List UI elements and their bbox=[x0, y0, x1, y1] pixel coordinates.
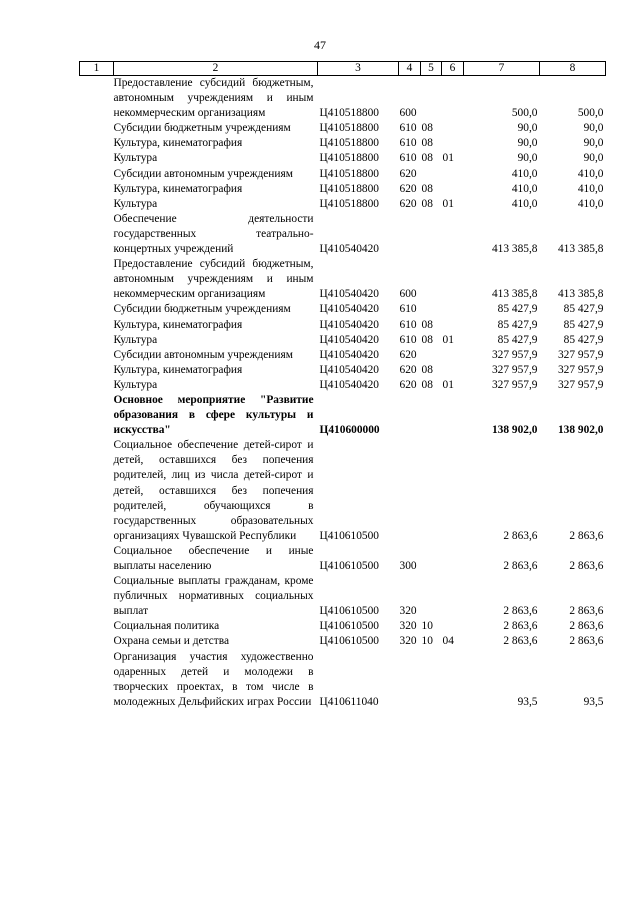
row-value-year1: 138 902,0 bbox=[491, 424, 538, 437]
row-expense-type: 300 bbox=[399, 560, 417, 572]
table-row bbox=[80, 619, 606, 634]
table-row bbox=[80, 302, 606, 317]
table-row bbox=[80, 378, 606, 393]
row-expense-type: 620 bbox=[399, 197, 417, 210]
table-row bbox=[80, 393, 606, 438]
row-target-code: Ц410518800 bbox=[319, 182, 379, 195]
row-subsection bbox=[442, 544, 464, 574]
row-spacer bbox=[80, 393, 114, 438]
row-section bbox=[421, 544, 442, 574]
row-value-year2: 90,0 bbox=[583, 122, 604, 135]
row-target-code: Ц410540420 bbox=[319, 288, 379, 301]
row-target-code: Ц410518800 bbox=[319, 137, 379, 150]
row-expense-type: 320 bbox=[399, 635, 417, 648]
row-target-code: Ц410518800 bbox=[319, 107, 379, 120]
row-expense-type: 600 bbox=[399, 288, 417, 301]
row-section bbox=[421, 393, 442, 438]
row-name: Культура, кинематография bbox=[113, 137, 243, 150]
row-value-year2: 500,0 bbox=[577, 107, 604, 120]
column-header: 4 bbox=[399, 62, 421, 76]
row-value-year1: 410,0 bbox=[511, 197, 538, 210]
row-section bbox=[421, 257, 442, 302]
row-value-year2: 2 863,6 bbox=[569, 560, 604, 572]
row-spacer bbox=[80, 650, 114, 710]
row-expense-type: 610 bbox=[399, 333, 417, 346]
row-subsection bbox=[442, 438, 464, 544]
column-header: 8 bbox=[540, 62, 606, 76]
row-target-code: Ц410540420 bbox=[319, 348, 379, 361]
row-subsection bbox=[442, 182, 464, 197]
row-name: Предоставление субсидий бюджетным, автономным учреждениям и иным некоммерческим организациям bbox=[113, 258, 314, 301]
row-spacer bbox=[80, 167, 114, 182]
row-subsection bbox=[442, 167, 464, 182]
row-expense-type: 620 bbox=[399, 363, 417, 376]
row-expense-type: 620 bbox=[399, 167, 417, 180]
column-header: 2 bbox=[114, 62, 318, 76]
column-header: 3 bbox=[318, 62, 399, 76]
row-target-code: Ц410518800 bbox=[319, 122, 379, 135]
row-expense-type: 320 bbox=[399, 620, 417, 633]
row-value-year1: 327 957,9 bbox=[491, 348, 538, 361]
row-spacer bbox=[80, 634, 114, 649]
row-subsection bbox=[442, 574, 464, 619]
row-subsection bbox=[442, 257, 464, 302]
row-subsection bbox=[442, 136, 464, 151]
row-expense-type: 610 bbox=[399, 122, 417, 135]
row-subsection bbox=[442, 76, 464, 122]
row-value-year2: 85 427,9 bbox=[563, 303, 604, 316]
row-section: 10 bbox=[421, 620, 433, 633]
row-target-code: Ц410540420 bbox=[319, 333, 379, 346]
row-subsection bbox=[442, 650, 464, 710]
row-spacer bbox=[80, 574, 114, 619]
row-spacer bbox=[80, 121, 114, 136]
row-value-year2: 85 427,9 bbox=[563, 318, 604, 331]
table-row bbox=[80, 257, 606, 302]
column-header: 5 bbox=[421, 62, 442, 76]
row-section: 08 bbox=[421, 182, 433, 195]
row-spacer bbox=[80, 544, 114, 574]
row-value-year2: 85 427,9 bbox=[563, 333, 604, 346]
row-name: Культура bbox=[113, 378, 158, 391]
row-section: 08 bbox=[421, 152, 433, 165]
row-value-year1: 85 427,9 bbox=[497, 303, 538, 316]
row-name: Предоставление субсидий бюджетным, автономным учреждениям и иным некоммерческим организациям bbox=[113, 77, 314, 120]
row-spacer bbox=[80, 182, 114, 197]
row-value-year2: 2 863,6 bbox=[569, 635, 604, 648]
table-row bbox=[80, 634, 606, 649]
row-spacer bbox=[80, 257, 114, 302]
table-row bbox=[80, 136, 606, 151]
row-name: Субсидии автономным учреждениям bbox=[113, 167, 293, 180]
row-spacer bbox=[80, 333, 114, 348]
row-value-year1: 2 863,6 bbox=[503, 635, 538, 648]
row-name: Культура bbox=[113, 197, 158, 210]
table-row bbox=[80, 121, 606, 136]
row-expense-type: 610 bbox=[399, 318, 417, 331]
row-name: Организация участия художественно одаренных детей и молодежи в творческих проектах, в том числе в молодежных Дельфийских играх России bbox=[113, 650, 314, 708]
table-row bbox=[80, 318, 606, 333]
row-value-year2: 138 902,0 bbox=[557, 424, 604, 437]
row-target-code: Ц410610500 bbox=[319, 620, 379, 633]
row-subsection bbox=[442, 348, 464, 363]
row-value-year1: 327 957,9 bbox=[491, 363, 538, 376]
row-target-code: Ц410540420 bbox=[319, 303, 379, 316]
row-section: 08 bbox=[421, 122, 433, 135]
row-section bbox=[421, 167, 442, 182]
row-target-code: Ц410540420 bbox=[319, 363, 379, 376]
row-spacer bbox=[80, 136, 114, 151]
row-name: Социальное обеспечение детей-сирот и детей, оставшихся без попечения родителей, лиц из числа детей-сирот и детей, оставшихся без попечения родителей, обучающихся в государственных образовательных организациях Чувашской Республики bbox=[113, 439, 314, 542]
row-name: Основное мероприятие "Развитие образования в сфере культуры и искусства" bbox=[113, 393, 314, 437]
row-target-code: Ц410540420 bbox=[319, 378, 379, 391]
row-expense-type: 610 bbox=[399, 137, 417, 150]
row-value-year1: 90,0 bbox=[517, 152, 538, 165]
row-subsection bbox=[442, 393, 464, 438]
row-subsection: 01 bbox=[442, 378, 454, 391]
row-spacer bbox=[80, 212, 114, 257]
row-name: Культура, кинематография bbox=[113, 182, 243, 195]
row-value-year1: 410,0 bbox=[511, 182, 538, 195]
row-target-code: Ц410610500 bbox=[319, 635, 379, 648]
row-section: 08 bbox=[421, 318, 433, 331]
row-value-year2: 327 957,9 bbox=[557, 378, 604, 391]
table-row bbox=[80, 76, 606, 122]
table-header-row bbox=[80, 62, 606, 76]
row-value-year2: 2 863,6 bbox=[569, 529, 604, 542]
row-section: 08 bbox=[421, 363, 433, 376]
row-subsection: 01 bbox=[442, 152, 454, 165]
row-target-code: Ц410600000 bbox=[319, 424, 380, 437]
page-number: 47 bbox=[314, 38, 326, 52]
column-header: 6 bbox=[442, 62, 464, 76]
table-row bbox=[80, 348, 606, 363]
row-value-year2: 90,0 bbox=[583, 137, 604, 150]
row-section bbox=[421, 76, 442, 122]
row-value-year1: 90,0 bbox=[517, 137, 538, 150]
row-value-year2: 410,0 bbox=[577, 197, 604, 210]
row-expense-type bbox=[399, 438, 421, 544]
row-value-year1: 85 427,9 bbox=[497, 318, 538, 331]
row-section: 10 bbox=[421, 635, 433, 648]
row-spacer bbox=[80, 76, 114, 122]
row-value-year2: 93,5 bbox=[583, 695, 604, 708]
row-value-year1: 413 385,8 bbox=[491, 243, 538, 256]
row-target-code: Ц410610500 bbox=[319, 605, 379, 618]
row-subsection: 01 bbox=[442, 197, 454, 210]
row-value-year2: 90,0 bbox=[583, 152, 604, 165]
table-row bbox=[80, 182, 606, 197]
row-name: Культура, кинематография bbox=[113, 363, 243, 376]
row-name: Культура, кинематография bbox=[113, 318, 243, 331]
row-section: 08 bbox=[421, 333, 433, 346]
row-value-year2: 413 385,8 bbox=[557, 288, 604, 301]
row-name: Субсидии бюджетным учреждениям bbox=[113, 303, 291, 316]
row-target-code: Ц410610500 bbox=[319, 529, 379, 542]
row-value-year2: 2 863,6 bbox=[569, 605, 604, 618]
table-row bbox=[80, 363, 606, 378]
row-value-year2: 410,0 bbox=[577, 182, 604, 195]
row-section bbox=[421, 438, 442, 544]
table-row bbox=[80, 212, 606, 257]
row-spacer bbox=[80, 363, 114, 378]
row-value-year2: 410,0 bbox=[577, 167, 604, 180]
row-value-year2: 2 863,6 bbox=[569, 620, 604, 633]
row-value-year1: 327 957,9 bbox=[491, 378, 538, 391]
row-expense-type bbox=[399, 393, 421, 438]
row-subsection bbox=[442, 619, 464, 634]
row-expense-type bbox=[399, 212, 421, 257]
table-row bbox=[80, 197, 606, 212]
row-expense-type: 610 bbox=[399, 152, 417, 165]
row-value-year1: 2 863,6 bbox=[503, 529, 538, 542]
row-value-year1: 500,0 bbox=[511, 107, 538, 120]
row-name: Социальное обеспечение и иные выплаты населению bbox=[113, 544, 314, 572]
budget-table bbox=[79, 61, 606, 710]
row-subsection bbox=[442, 121, 464, 136]
row-name: Социальные выплаты гражданам, кроме публичных нормативных социальных выплат bbox=[113, 575, 314, 618]
row-subsection: 04 bbox=[442, 635, 454, 648]
row-target-code: Ц410518800 bbox=[319, 197, 379, 210]
row-spacer bbox=[80, 151, 114, 166]
row-subsection bbox=[442, 212, 464, 257]
row-value-year1: 2 863,6 bbox=[503, 620, 538, 633]
row-section bbox=[421, 650, 442, 710]
row-value-year1: 90,0 bbox=[517, 122, 538, 135]
row-name: Субсидии бюджетным учреждениям bbox=[113, 122, 291, 135]
row-section bbox=[421, 302, 442, 317]
column-header: 7 bbox=[464, 62, 540, 76]
row-target-code: Ц410540420 bbox=[319, 243, 379, 256]
row-value-year1: 85 427,9 bbox=[497, 333, 538, 346]
row-expense-type: 320 bbox=[399, 605, 417, 618]
row-spacer bbox=[80, 318, 114, 333]
row-spacer bbox=[80, 348, 114, 363]
row-spacer bbox=[80, 302, 114, 317]
row-value-year2: 327 957,9 bbox=[557, 363, 604, 376]
table-row bbox=[80, 167, 606, 182]
row-name: Обеспечение деятельности государственных театрально-концертных учреждений bbox=[113, 212, 314, 256]
table-body bbox=[80, 76, 606, 710]
row-value-year1: 2 863,6 bbox=[503, 560, 538, 572]
table-row bbox=[80, 151, 606, 166]
row-expense-type: 620 bbox=[399, 348, 417, 361]
table-row bbox=[80, 438, 606, 544]
row-value-year1: 93,5 bbox=[517, 695, 538, 708]
row-name: Социальная политика bbox=[113, 620, 220, 633]
row-section: 08 bbox=[421, 378, 433, 391]
row-name: Охрана семьи и детства bbox=[113, 635, 229, 648]
row-value-year1: 2 863,6 bbox=[503, 605, 538, 618]
row-section: 08 bbox=[421, 137, 433, 150]
row-value-year2: 327 957,9 bbox=[557, 348, 604, 361]
table-row bbox=[80, 574, 606, 619]
row-spacer bbox=[80, 438, 114, 544]
row-target-code: Ц410540420 bbox=[319, 318, 379, 331]
row-name: Культура bbox=[113, 152, 158, 165]
row-subsection: 01 bbox=[442, 333, 454, 346]
column-header: 1 bbox=[80, 62, 114, 76]
row-target-code: Ц410518800 bbox=[319, 152, 379, 165]
row-expense-type bbox=[399, 650, 421, 710]
row-target-code: Ц410518800 bbox=[319, 167, 379, 180]
row-spacer bbox=[80, 197, 114, 212]
row-subsection bbox=[442, 363, 464, 378]
row-value-year1: 410,0 bbox=[511, 167, 538, 180]
row-value-year2: 413 385,8 bbox=[557, 243, 604, 256]
row-section bbox=[421, 348, 442, 363]
row-spacer bbox=[80, 378, 114, 393]
row-section: 08 bbox=[421, 197, 433, 210]
row-spacer bbox=[80, 619, 114, 634]
row-name: Субсидии автономным учреждениям bbox=[113, 348, 293, 361]
row-target-code: Ц410610500 bbox=[319, 560, 379, 572]
table-row bbox=[80, 544, 606, 574]
table-row bbox=[80, 650, 606, 710]
row-subsection bbox=[442, 302, 464, 317]
row-name: Культура bbox=[113, 333, 158, 346]
row-subsection bbox=[442, 318, 464, 333]
row-section bbox=[421, 574, 442, 619]
row-expense-type: 620 bbox=[399, 378, 417, 391]
row-expense-type: 600 bbox=[399, 107, 417, 120]
row-expense-type: 610 bbox=[399, 303, 417, 316]
row-section bbox=[421, 212, 442, 257]
row-value-year1: 413 385,8 bbox=[491, 288, 538, 301]
table-row bbox=[80, 333, 606, 348]
row-expense-type: 620 bbox=[399, 182, 417, 195]
row-target-code: Ц410611040 bbox=[319, 695, 379, 708]
